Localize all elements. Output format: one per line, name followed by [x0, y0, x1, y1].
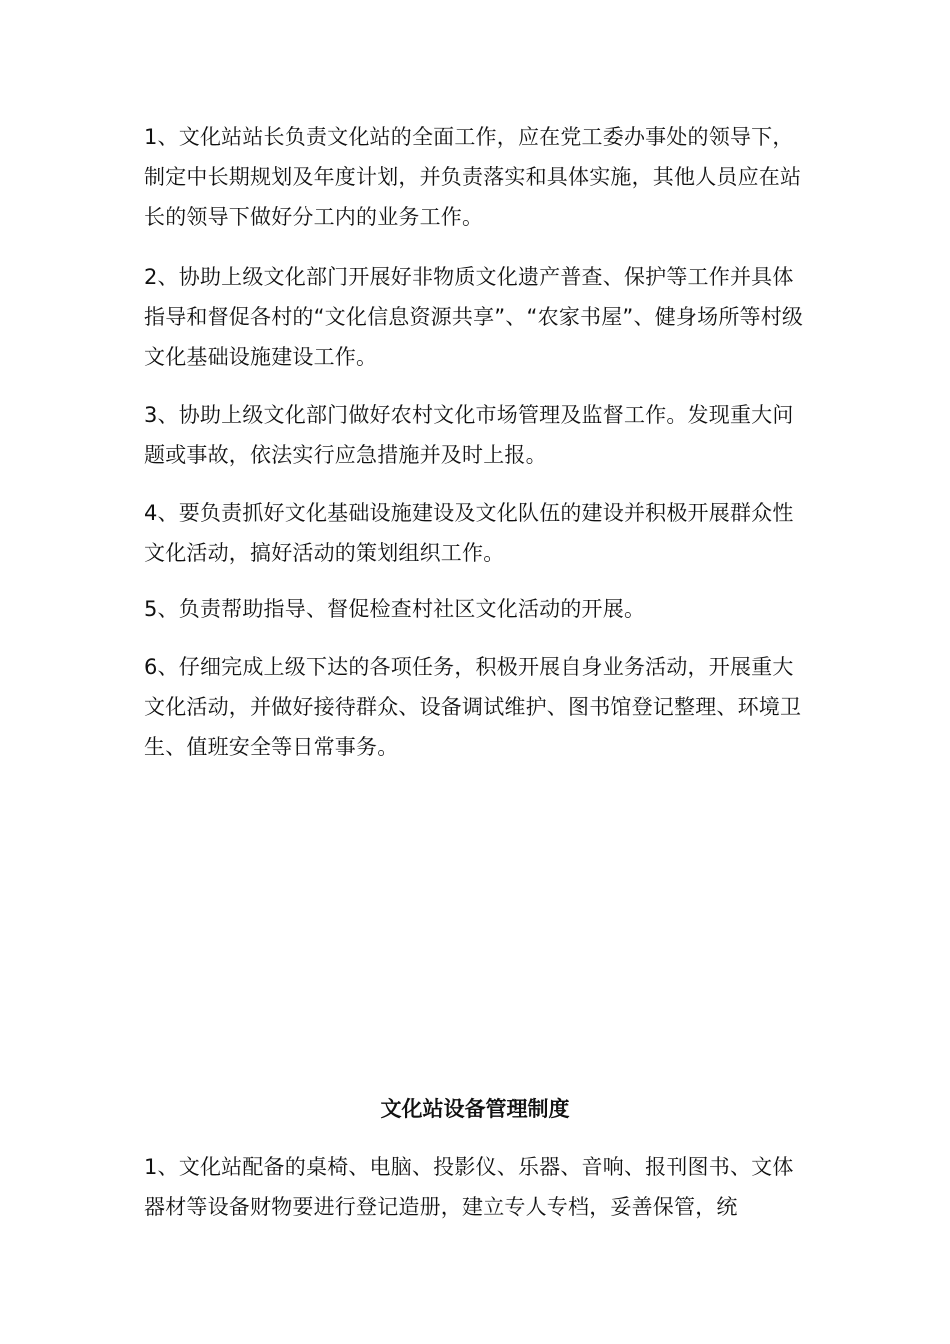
paragraph-duty-2: 2、协助上级文化部门开展好非物质文化遗产普查、保护等工作并具体指导和督促各村的“文化信息资源共享”、“农家书屋”、健身场所等村级文化基础设施建设工作。: [144, 265, 804, 369]
paragraph-duty-4: 4、要负责抓好文化基础设施建设及文化队伍的建设并积极开展群众性文化活动，搞好活动的策划组织工作。: [144, 501, 794, 565]
paragraph-duty-3: 3、协助上级文化部门做好农村文化市场管理及监督工作。发现重大问题或事故，依法实行应急措施并及时上报。: [144, 403, 794, 467]
paragraph-duty-1: 1、文化站站长负责文化站的全面工作，应在党工委办事处的领导下，制定中长期规划及年度计划，并负责落实和具体实施，其他人员应在站长的领导下做好分工内的业务工作。: [144, 125, 802, 229]
paragraph-duty-5: 5、负责帮助指导、督促检查村社区文化活动的开展。: [144, 597, 646, 621]
paragraph-equipment-1: 1、文化站配备的桌椅、电脑、投影仪、乐器、音响、报刊图书、文体器材等设备财物要进行登记造册，建立专人专档，妥善保管，统: [144, 1155, 794, 1219]
section-title: 文化站设备管理制度: [380, 1097, 570, 1121]
paragraph-duty-6: 6、仔细完成上级下达的各项任务，积极开展自身业务活动，开展重大文化活动，并做好接待群众、设备调试维护、图书馆登记整理、环境卫生、值班安全等日常事务。: [144, 655, 802, 759]
